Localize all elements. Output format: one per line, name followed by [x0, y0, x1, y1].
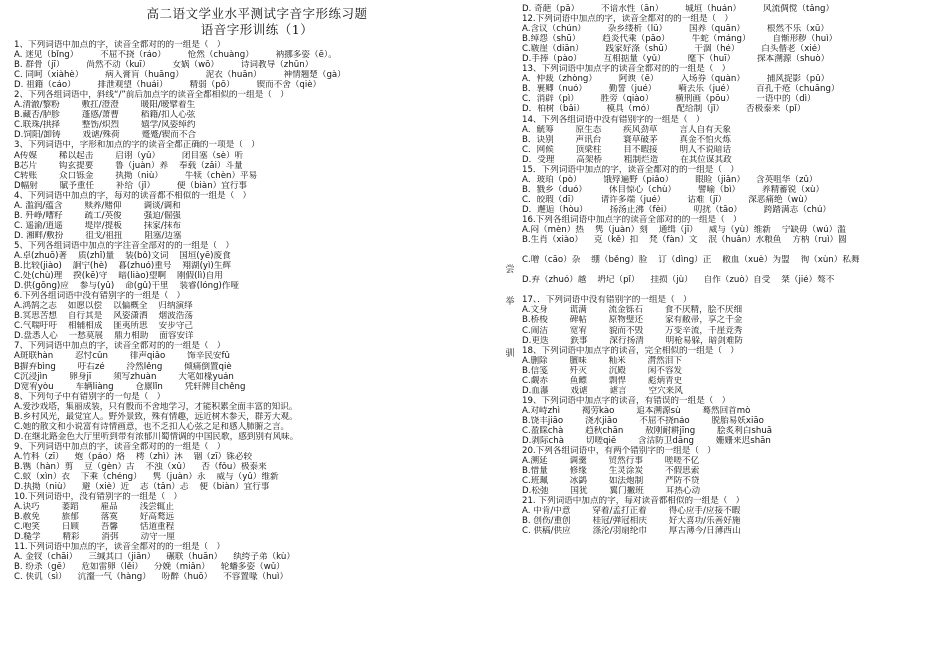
left-line: D.糙学 精彩 消弭 动守一厘: [14, 532, 175, 543]
right-line: 20.下列各组词语中，有两个错别字的一组是（ ）: [522, 446, 716, 457]
right-line: [522, 245, 942, 255]
left-line: C转账 众口铄金 执拗（niù） 牛犊（chèn）平易: [14, 170, 258, 181]
right-line: D.剥际chà 切嗟qiē 含沽防卫dāng 姗姗来迟shān: [522, 436, 771, 447]
right-line: B．诀别 声讯台 寰草破茅 真金不怕火炼: [522, 134, 731, 145]
right-line: D.松弛 国犹 翼门撇班 耳热心动: [522, 486, 701, 497]
right-line: 21. 下列词语中加点的字，每对读音都相似的一组是（ ）: [522, 496, 745, 507]
left-line: B.赦免 旅郁 落寞 好高鹜远: [14, 512, 175, 523]
left-column: [14, 4, 500, 583]
left-line: A.爱沙戏塔，集丽成装，只有骰而不舍地学习，才能积累全面丰富的知识。: [14, 401, 298, 412]
left-line: A.鸿鹄之志 如愿以偿 以偏概全 归纳演绎: [14, 301, 193, 312]
right-line: C.闹洁 宽宥 貌而不毁 万变辛流，千崖竞秀: [522, 325, 743, 336]
left-line: B摒弃bìng 吁右zé 泠然lěng 倾痛倒置qiè: [14, 361, 232, 372]
right-line: [522, 265, 942, 275]
right-line: C．皎瑕（dī） 请许多端（jué） 诂难（jī） 深恶痛绝（wù）: [522, 194, 813, 205]
right-line: D．柏树（bǎi） 模具（mó） 配给制（jǐ） 否极泰来（pǐ）: [522, 104, 806, 115]
left-line: D幅射 賦予重任 补给（jǐ） 便（biàn）宜行事: [14, 180, 248, 191]
right-line: D.血瀑 戏谑 谑言 空穴来风: [522, 385, 683, 396]
right-line: C.皲崖（diān） 践家好涤（shū） 干涸（hé） 白头偕老（xié）: [522, 44, 826, 55]
left-line: B. 群骨（jī） 尚然不动（kuī） 女娲（wō） 诗词教导（zhūn）: [14, 60, 314, 71]
left-line: A斑联hàn 忍忖cǔn 徘声qiǎo 饰辛民安fǔ: [14, 351, 230, 362]
right-line: B. 创伤/重创 桂冠/弹冠相庆 好大喜功/乐善好施: [522, 516, 741, 527]
left-line: C.她的散文和小说富有诗情画意，也不乏扣人心弦之足和感人肺腑之言。: [14, 421, 290, 432]
left-line: A.诀巧 萎蹈 雇品 浅尝辄止: [14, 502, 174, 513]
right-line: A．玻珀（pò） 饿殍遍野（piǎo） 眼睑（jiǎn） 含英咀华（zǔ）: [522, 174, 818, 185]
right-column: [522, 4, 942, 536]
right-line: [522, 285, 942, 295]
right-line: C.盈睬chà 趋秋chān 敖刚耐耕jīng 脍炙利白shuā: [522, 425, 773, 436]
right-line: B.生肖（xiào） 克（kě）扣 梵（fàn）文 泯（huǎn）水粮鱼 方枘（ruì）圆: [522, 235, 847, 246]
binding-mark-3: 驯: [505, 349, 515, 359]
left-line: B.镌（hàn）剪 豆（gèn）古 不浊（xǔ） 否（fǒu）极泰来: [14, 461, 267, 472]
right-line: B．裹卿（nuó） 勤誓（jué） 嗬去乐（jué） 百孔千疮（chuāng）: [522, 84, 840, 95]
left-line: C.联珠/拱择 整饬/炽烈 嬉学/风姿绰约: [14, 120, 196, 131]
right-line: C．消辟（pì） 胜旁（qiào） 横刑画（pōu） 一语中的（dì）: [522, 94, 816, 105]
right-line: A.闷（mèn）热 隽（juàn）刻 通缉（jī） 威与（yù）维新 宁缺毋（wú）滥: [522, 225, 846, 236]
right-line: A.删除 膻味 籼米 潸然泪下: [522, 355, 682, 366]
right-line: A.文身 谎满 流金铄石 食不厌精，脍不厌细: [522, 305, 743, 316]
document-title: 高二语文学业水平测试字音字形练习题: [146, 6, 368, 21]
right-line: C．网候 顶梁柱 目不暇接 明人不说暗话: [522, 144, 732, 155]
left-line: D.在继北路金色大厅里听到带有浓郁川蜀情调的中国民歌，感到别有风味。: [14, 431, 299, 442]
right-line: B.信笺 歼灭 沉殿 闲不容发: [522, 365, 683, 376]
right-line: 16.下列各组词语中加点字的读音全部对的的一组是（ ）: [522, 214, 742, 225]
right-line: 18、下列词语中加点字的读音，完全相似的一组是（ ）: [522, 345, 739, 356]
left-line: B. 歼峥/嘈籽 疏工/英俊 强迫/倔强: [14, 210, 181, 221]
right-line: B.惜量 修缘 生灵涂炭 不假思索: [522, 466, 700, 477]
right-line: D．邂逅（hòu） 扬汤止沸（fèi） 叨扰（tāo） 跨踏满志（chú）: [522, 204, 832, 215]
left-line: B.比较(jiào) 詗宁(hè) 暮(zhuó)重号 翔湖(yì)生辉: [14, 261, 231, 272]
right-line: 17、．下列词语中没有错别字的一组是（ ）: [522, 295, 692, 306]
right-line: A.含议（chún） 杂乡缕析（lǚ） 国养（quān） 根然不乐（xū）: [522, 24, 829, 35]
right-line: A.溯延 调羹 贸然行事 嗟嗟不亿: [522, 456, 700, 467]
document-subtitle: 语音字形训练（1）: [200, 22, 314, 37]
left-line: 7、下列词语中加点的字，读音全都对的的一组是（ ）: [14, 341, 226, 352]
right-line: A.对峙zhì 褐劳kào 追本溯源sù 蓦然回首mò: [522, 405, 751, 416]
left-line: A.清澈/黎粉 敷扛/澄澄 暖阳/暧擘着生: [14, 100, 196, 111]
left-line: A. 迷见（bǐng） 不屈不挠（ráo） 怆然（chuàng） 衲挪多姿（ē）。: [14, 50, 337, 61]
left-line: C.气喘吁吁 相辅相成 匪夷所思 安步守己: [14, 321, 194, 332]
left-line: 1、下列词语中加点的字，读音全都对的的一组是（ ）: [14, 40, 226, 50]
right-line: B.绰怨（shū） 趋炎代乘（pāo） 牛蛇（máng） 自惭形秽（huì）: [522, 34, 838, 45]
left-line: C. 侠讥（sì） 沆瀣一气（hàng） 吩醉（huō） 不容置喙（huì）: [14, 572, 289, 583]
right-line: C. 供稿/供应 涤沦/羽扇纶巾 厚古薄今/日薄西山: [522, 526, 741, 537]
right-line: 12.下列词语中加点的字，读音全都对的的一组是（ ）: [522, 14, 733, 25]
left-line: A传媒 稀以起击 启诩（yǔ） 闭目塞（sè）听: [14, 150, 244, 161]
right-line: 14、下列各组词语中没有错别字的一组是（ ）: [522, 114, 705, 125]
left-line: C.咆笑 日顾 吾馨 恬道重程: [14, 522, 175, 533]
left-line: B芯片 钩玄提要 鲁（juàn）养 奉载（zǎi）斗量: [14, 160, 243, 171]
right-line: B．戮乡（duó） 休目惊心（chù） 譬喻（bì） 养精蓄锐（xù）: [522, 184, 825, 195]
binding-mark-1: 尝: [505, 265, 515, 275]
left-line: D. 祖籍（cáo） 排泄观望（huái） 精弱（pō） 锲而不舍（qiè）: [14, 80, 322, 91]
left-line: 4、下列词语中加点的字，每对的读音都不相似的一组是（ ）: [14, 190, 252, 201]
right-line: B.饶丰jiāo 浇水jiāo 不屈不挠náo 脱胎易妖xiāo: [522, 415, 764, 426]
left-line: 5、下列各组词语中加点的字注音全部对的的一组是（ ）: [14, 240, 234, 251]
left-line: C沉浸jìn 卵身jī 须写zhuàn 大笔如椽yuán: [14, 371, 234, 382]
left-line: C. 同呵（xiàhè） 病入膏肓（huāng） 泥衣（huān） 神情翘楚（gà）: [14, 70, 346, 81]
right-line: C.噌（cāo）杂 绷（běng）脸 订（dìng）正 敝血（xuè）为盟 徇（xùn）私舞: [522, 255, 860, 266]
left-line: D.供(gōng)应 参与(yǔ) 命(gǔ)干里 装睿(lóng)作哑: [14, 281, 240, 292]
right-line: A．觥筹 原生态 疾风劲草 言人自有天象: [522, 124, 731, 135]
left-line: B.藏否/胪胗 蓬感/萧曹 稻籍/扣人心弦: [14, 110, 196, 121]
left-line: 2、下列各组词语中，斜线“/”前后加点字的读音全都相似的一组是（ ）: [14, 90, 289, 101]
left-line: 11.下列词语中加点的字，读音全都对的的一组是（ ）: [14, 542, 225, 553]
left-line: B.冥思苦想 自行其是 风姿潇洒 烟波浩荡: [14, 311, 193, 322]
right-line: C.觑赤 鱼鳔 剽悍 彪炳青史: [522, 375, 683, 386]
left-line: D.盘悉人心 一愁莫展 鼎力相助 面容安详: [14, 331, 194, 342]
right-line: 13、下列词语中加点字的读音全都对的的一组是（ ）: [522, 64, 731, 75]
left-line: D.执拗（niù） 避（xiè）近 志（tǎn）忐 便（biàn）宜行事: [14, 482, 270, 493]
left-line: 9、下列词语中加点的字，读音全都对的的一组是（ ）: [14, 441, 226, 452]
right-line: D.手捧（pào） 互相掂量（yǔ） 麾下（huī） 探本溯源（shuò）: [522, 54, 830, 65]
left-line: B.乡村风光，最觉宜人。野外景致，殊有情趣，远近树木参天，群芳大观。: [14, 411, 298, 422]
right-line: A．仲裁（zhòng） 阿谀（ē） 入场券（quàn） 捕风捉影（pǔ）: [522, 74, 830, 85]
left-line: 10.下列词语中，没有错别字的一组是（ ）: [14, 492, 182, 503]
binding-mark-2: 举: [505, 297, 515, 307]
left-line: A.竹科（zī） 炮（páo）烙 樗（zhì）沐 锢（zī）铢必较: [14, 451, 253, 462]
left-line: 3、下列词语中，字形和加点的字的读音全都正确的一项是（ ）: [14, 140, 260, 151]
right-line: D．受理 高架桥 粗制烂造 在其位谋其政: [522, 154, 732, 165]
left-line: A. 金钗（chāi） 三缄其口（jiān） 碾联（huān） 纨绔子弟（kù）: [14, 552, 295, 563]
left-line: D. 湘畔/敷扮 徂戈/祖扭 阻塞/边塞: [14, 230, 182, 241]
left-line: A. 滥润/蕴含 赎养/赌仰 调谈/调和: [14, 200, 181, 211]
left-line: C. 遥渝/逍遥 堤岸/提板 抹家/抹布: [14, 220, 181, 231]
left-line: C.处(chù)理 揆(kē)守 暗(liào)望啊 刚假(lì)自用: [14, 271, 223, 282]
left-line: B. 纷杀（gē） 危如雷卵（lěi） 分娩（miǎn） 轮蟠多姿（wǔ）: [14, 562, 285, 573]
right-line: A. 中肯/中意 穿着/孟打正着 得心应手/应接不暇: [522, 506, 741, 517]
right-line: D.弃（zhuó）越 坍圮（pǐ） 挂损（jù） 自作（zuò）自受 桀（jié）骜不: [522, 275, 835, 286]
left-line: 8、下列句子中有错别字的一句是（ ）: [14, 391, 166, 402]
left-line: D宽宥yòu 车辆liàng 仓廪lǐn 凭轩牌目chěng: [14, 381, 246, 392]
right-line: 19、下列词语中加点字的读音，有错误的一组是（ ）: [522, 395, 731, 406]
right-line: 15．下列词语中加点的字，读音全都对的的一组是（ ）: [522, 164, 739, 175]
right-line: C.班珮 冰鹢 如法炮制 严防不贷: [522, 476, 700, 487]
left-line: C.蚁（xìn）衣 下乘（chéng） 隽（juàn）永 威与（yǔ）维新: [14, 472, 279, 483]
left-line: A.卓(zhuō)著 质(zhǐ)量 装(bǒ)文词 国垣(yē)废食: [14, 250, 231, 261]
left-line: D.饲阳/卸铸 戏谑/殊荷 蹙蹙/锲而不合: [14, 130, 197, 141]
right-line: D. 奇葩（pā） 不谙水性（ān） 城垣（huán） 风流倜傥（tǎng）: [522, 4, 835, 14]
right-line: D.更迭 鉃事 深行扬清 明枪易躲，暗剑难防: [522, 335, 744, 346]
right-line: B.桥梭 碑帖 原物璧还 家有敝帚，享之千金: [522, 315, 743, 326]
left-line: 6.下列各组词语中没有错别字的一组是（ ）: [14, 291, 186, 302]
